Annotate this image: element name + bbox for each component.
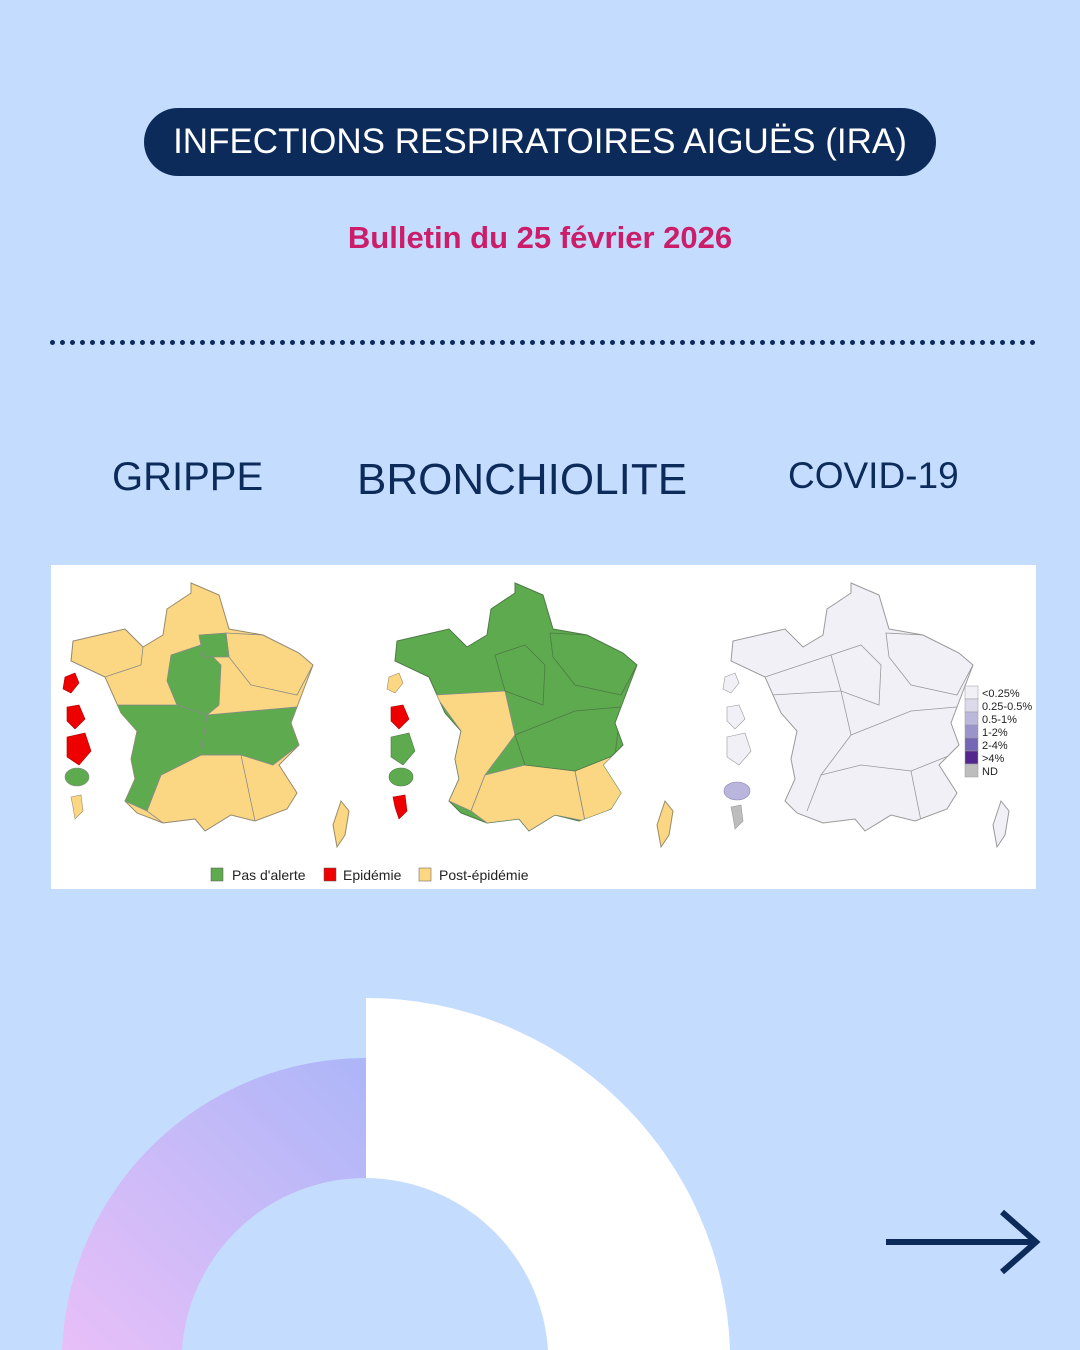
arrow-right-icon[interactable] xyxy=(886,1212,1036,1272)
bronchiolite-label: BRONCHIOLITE xyxy=(357,455,688,504)
legend-label-no-alert: Pas d'alerte xyxy=(232,867,306,883)
scale-label-3: 1-2% xyxy=(982,727,1008,739)
legend-label-epidemic: Epidémie xyxy=(343,867,402,883)
scale-label-0: <0.25% xyxy=(982,688,1020,700)
grippe-label: GRIPPE xyxy=(112,455,264,499)
decorative-white-arc xyxy=(366,998,730,1350)
scale-label-4: 2-4% xyxy=(982,740,1008,752)
page-title: INFECTIONS RESPIRATOIRES AIGUËS (IRA) xyxy=(144,108,936,176)
scale-label-2: 0.5-1% xyxy=(982,714,1017,726)
scale-label-1: 0.25-0.5% xyxy=(982,701,1033,713)
scale-label-5: >4% xyxy=(982,753,1005,765)
bulletin-date: Bulletin du 25 février 2026 xyxy=(347,220,733,255)
legend-label-post-epidemic: Post-épidémie xyxy=(439,867,529,883)
scale-label-6: ND xyxy=(982,766,998,778)
covid-label: COVID-19 xyxy=(788,455,959,496)
decorative-gradient-arc xyxy=(62,1058,366,1350)
